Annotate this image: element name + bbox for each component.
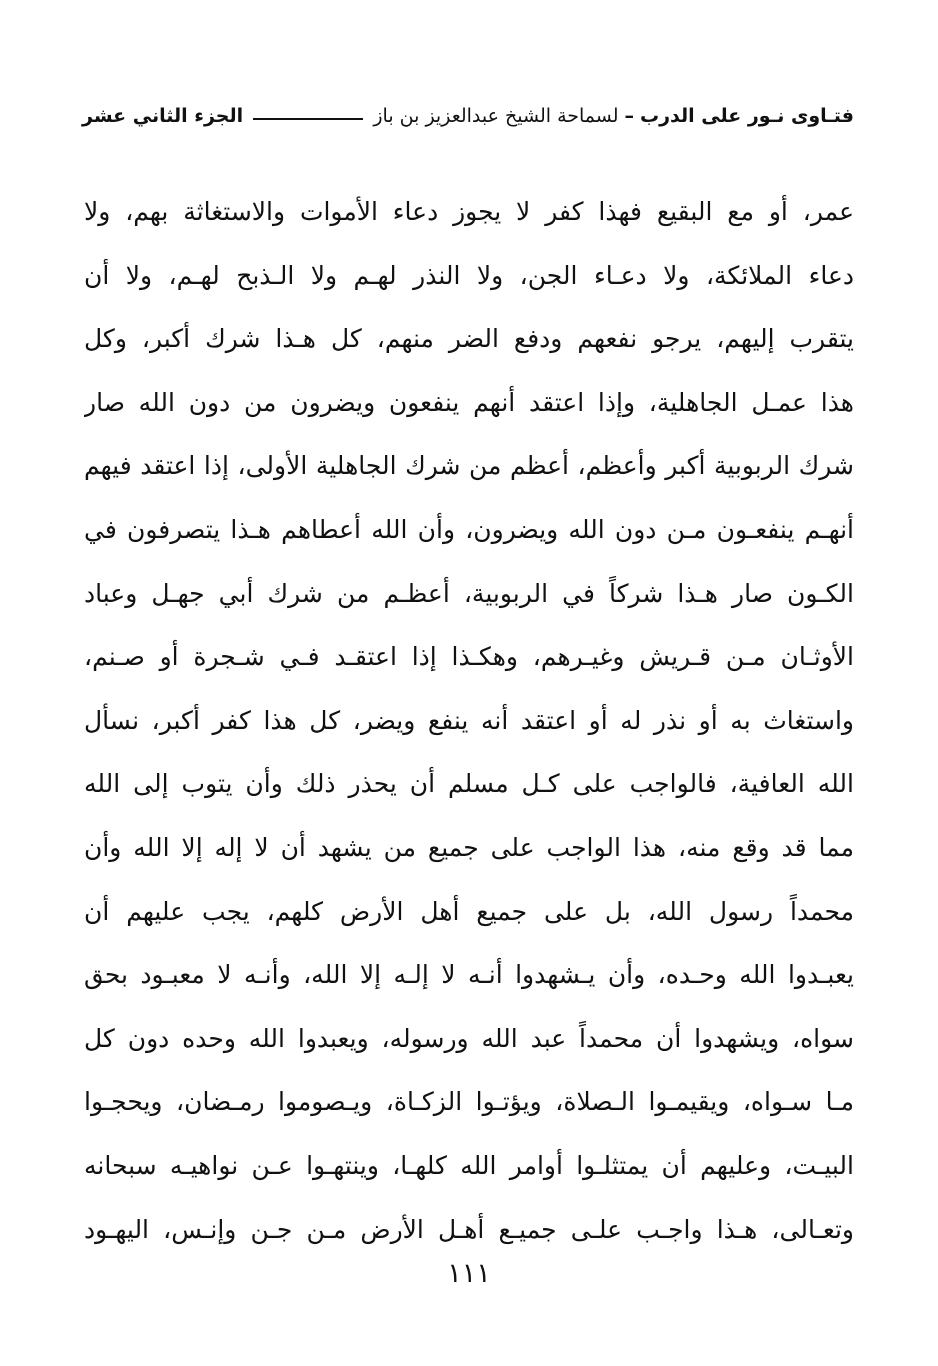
- text-line: دعاء الملائكة، ولا دعـاء الجن، ولا النذر لهـم ولا الـذبح لهـم، ولا أن: [84, 260, 854, 290]
- text-line: يتقرب إليهم، يرجو نفعهم ودفع الضر منهم، كل هـذا شرك أكبر، وكل: [84, 324, 854, 354]
- text-line: الأوثـان مـن قـريش وغيـرهم، وهكـذا إذا اعتقـد فـي شـجرة أو صـنم،: [84, 642, 854, 672]
- series-title: فتـاوى نـور على الدرب: [640, 105, 854, 127]
- text-line: سواه، ويشهدوا أن محمداً عبد الله ورسوله، ويعبدوا الله وحده دون كل: [84, 1023, 854, 1053]
- text-line: مـا سـواه، ويقيمـوا الـصلاة، ويؤتـوا الزكـاة، ويـصوموا رمـضان، ويحجـوا: [84, 1087, 854, 1117]
- page-number: ١١١: [447, 1258, 491, 1289]
- text-line: شرك الربوبية أكبر وأعظم، أعظم من شرك الجاهلية الأولى، إذا اعتقد فيهم: [84, 451, 854, 481]
- text-line: يعبـدوا الله وحـده، وأن يـشهدوا أنـه لا إلـه إلا الله، وأنـه لا معبـود بحق: [84, 960, 854, 990]
- header-rule: [253, 118, 363, 120]
- text-line: محمداً رسول الله، بل على جميع أهل الأرض كلهم، يجب عليهم أن: [84, 896, 854, 926]
- header-separator: –: [624, 105, 635, 127]
- text-line: البيـت، وعليهم أن يمتثلـوا أوامر الله كلهـا، وينتهـوا عـن نواهيـه سبحانه: [84, 1150, 854, 1180]
- text-line: عمر، أو مع البقيع فهذا كفر لا يجوز دعاء الأموات والاستغاثة بهم، ولا: [84, 197, 854, 226]
- text-line: أنهـم ينفعـون مـن دون الله ويضرون، وأن الله أعطاهم هـذا يتصرفون في: [84, 514, 854, 544]
- text-line: هذا عمـل الجاهلية، وإذا اعتقد أنهم ينفعون ويضرون من دون الله صار: [84, 387, 854, 417]
- text-line: وتعـالى، هـذا واجـب علـى جميـع أهـل الأرض مـن جـن وإنـس، اليهـود: [84, 1214, 854, 1244]
- author-name: لسماحة الشيخ عبدالعزيز بن باز: [373, 105, 619, 127]
- body-text: [84, 180, 854, 1261]
- volume-title: الجزء الثاني عشر: [82, 105, 244, 127]
- text-line: مما قد وقع منه، هذا الواجب على جميع من يشهد أن لا إله إلا الله وأن: [84, 832, 854, 862]
- text-line: واستغاث به أو نذر له أو اعتقد أنه ينفع ويضر، كل هذا كفر أكبر، نسأل: [84, 705, 854, 735]
- running-header: [82, 96, 854, 136]
- text-line: الله العافية، فالواجب على كـل مسلم أن يحذر ذلك وأن يتوب إلى الله: [84, 769, 854, 799]
- text-line: الكـون صار هـذا شركاً في الربوبية، أعظـم من شرك أبي جهـل وعباد: [84, 578, 854, 608]
